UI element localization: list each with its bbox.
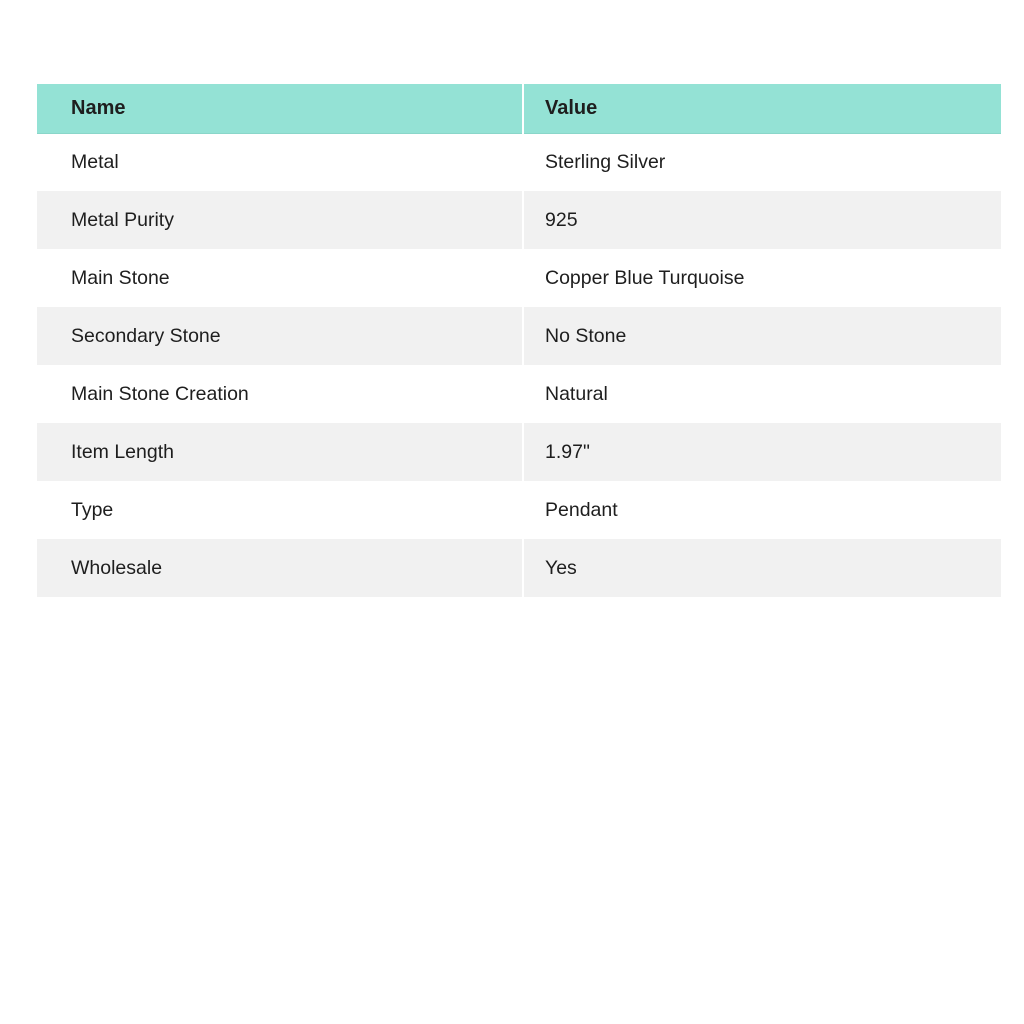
table-row [37,133,1001,191]
table-row [37,365,1001,423]
attribute-value: Pendant [523,481,1001,539]
attribute-value: 1.97" [523,423,1001,481]
table-row [37,539,1001,597]
attribute-name: Secondary Stone [37,307,523,365]
spec-table-header [37,84,1001,133]
column-header-name: Name [37,84,523,133]
table-row [37,249,1001,307]
attribute-name: Type [37,481,523,539]
table-row [37,481,1001,539]
attribute-value: Copper Blue Turquoise [523,249,1001,307]
table-row [37,307,1001,365]
attribute-name: Wholesale [37,539,523,597]
attribute-value: 925 [523,191,1001,249]
attribute-name: Main Stone [37,249,523,307]
product-spec-table [37,84,1001,597]
product-spec-table-container [37,84,1001,597]
attribute-name: Main Stone Creation [37,365,523,423]
attribute-value: No Stone [523,307,1001,365]
table-row [37,191,1001,249]
attribute-value: Yes [523,539,1001,597]
spec-table-body [37,133,1001,597]
header-row [37,84,1001,133]
column-header-value: Value [523,84,1001,133]
attribute-name: Metal [37,133,523,191]
attribute-name: Item Length [37,423,523,481]
attribute-value: Sterling Silver [523,133,1001,191]
attribute-name: Metal Purity [37,191,523,249]
table-row [37,423,1001,481]
attribute-value: Natural [523,365,1001,423]
